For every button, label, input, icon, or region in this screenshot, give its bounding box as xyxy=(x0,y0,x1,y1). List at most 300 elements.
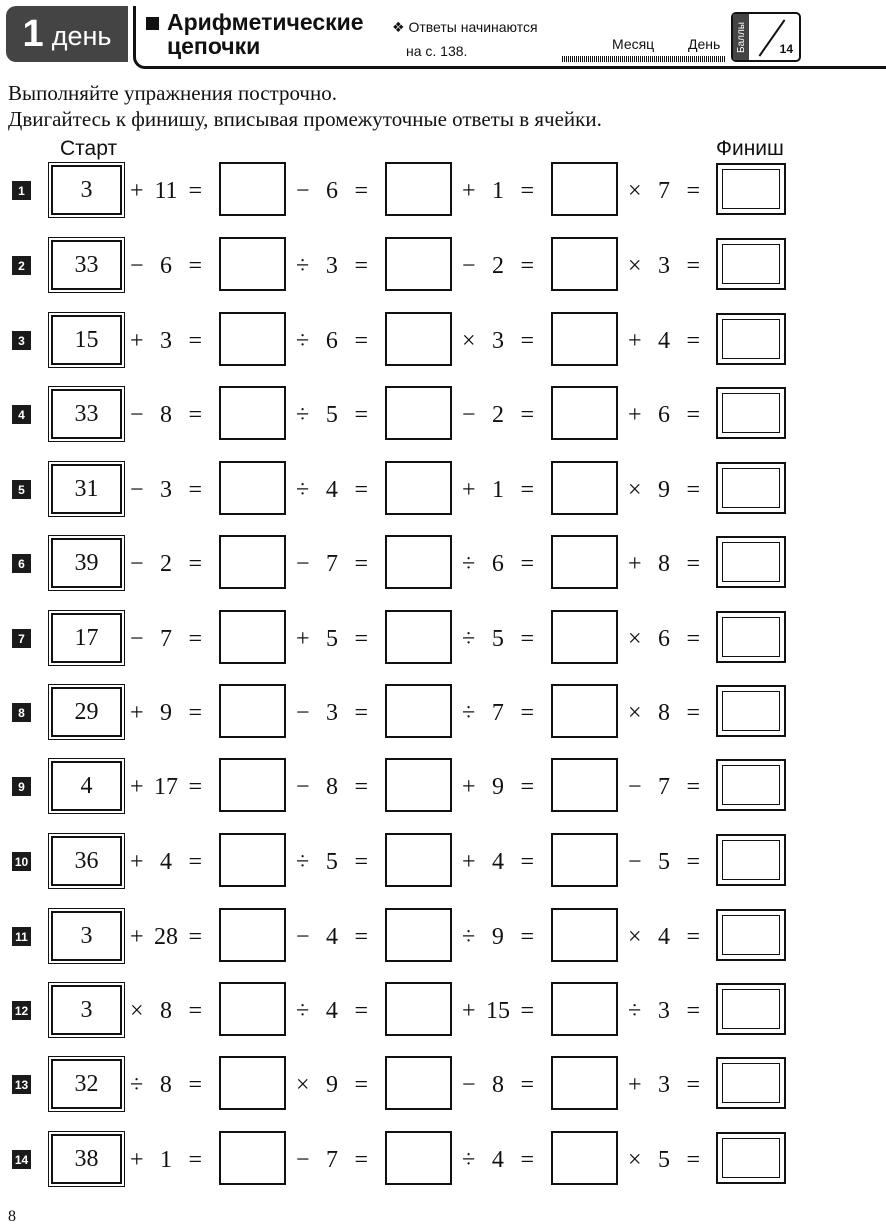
operation xyxy=(124,842,208,882)
equals-sign: = xyxy=(686,923,700,950)
answer-box[interactable] xyxy=(551,982,618,1036)
operator-symbol: − xyxy=(462,1071,476,1098)
exercise-row xyxy=(0,833,886,889)
finish-answer-box[interactable] xyxy=(716,462,786,514)
operator-symbol: × xyxy=(628,923,642,950)
operator-symbol: + xyxy=(462,476,476,503)
finish-answer-box[interactable] xyxy=(716,909,786,961)
answer-box[interactable] xyxy=(385,1056,452,1110)
operator-symbol: ÷ xyxy=(462,699,476,726)
operand: 6 xyxy=(658,401,670,428)
operand: 3 xyxy=(492,327,504,354)
operand: 8 xyxy=(492,1071,504,1098)
operand: 8 xyxy=(326,773,338,800)
answers-note-line-1: ❖ Ответы начинаются xyxy=(392,19,538,35)
operation xyxy=(456,991,540,1031)
equals-sign: = xyxy=(686,848,700,875)
answer-box[interactable] xyxy=(551,1131,618,1185)
finish-answer-box[interactable] xyxy=(716,611,786,663)
operation xyxy=(290,767,374,807)
answer-box[interactable] xyxy=(385,237,452,291)
row-number: 9 xyxy=(12,777,31,796)
finish-answer-box[interactable] xyxy=(716,834,786,886)
exercise-row xyxy=(0,758,886,814)
finish-answer-box[interactable] xyxy=(716,238,786,290)
answer-box[interactable] xyxy=(219,610,286,664)
equals-sign: = xyxy=(520,252,534,279)
equals-sign: = xyxy=(520,625,534,652)
finish-answer-box[interactable] xyxy=(716,313,786,365)
row-number: 5 xyxy=(12,480,31,499)
operand: 4 xyxy=(491,1146,504,1173)
operand: 8 xyxy=(159,1071,172,1098)
operation xyxy=(622,1140,706,1180)
equals-sign: = xyxy=(686,997,700,1024)
equals-sign: = xyxy=(354,997,368,1024)
month-label: Месяц xyxy=(612,36,655,52)
answer-box[interactable] xyxy=(219,162,286,216)
operand: 3 xyxy=(160,327,172,354)
score-max: 14 xyxy=(779,42,793,56)
answer-box[interactable] xyxy=(551,312,618,366)
operation xyxy=(456,171,540,211)
operand: 3 xyxy=(657,997,670,1024)
day-number: 1 xyxy=(22,12,44,55)
operand: 1 xyxy=(492,476,504,503)
operation xyxy=(290,693,374,733)
start-value-box: 33 xyxy=(51,389,122,439)
row-number: 7 xyxy=(12,629,31,648)
row-number: 3 xyxy=(12,331,31,350)
start-value-box: 33 xyxy=(51,240,122,290)
operation xyxy=(290,470,374,510)
operator-symbol: × xyxy=(628,476,642,503)
operand: 5 xyxy=(658,1146,670,1173)
operand: 3 xyxy=(160,476,172,503)
operand: 5 xyxy=(325,848,338,875)
equals-sign: = xyxy=(686,625,700,652)
operator-symbol: × xyxy=(628,625,642,652)
equals-sign: = xyxy=(188,476,202,503)
operation xyxy=(290,1065,374,1105)
answer-box[interactable] xyxy=(551,833,618,887)
operand: 1 xyxy=(160,1146,172,1173)
operand: 6 xyxy=(491,550,504,577)
equals-sign: = xyxy=(354,625,368,652)
operation xyxy=(124,171,208,211)
answer-box[interactable] xyxy=(219,312,286,366)
day-word: день xyxy=(51,20,112,51)
start-value-box: 3 xyxy=(51,985,122,1035)
operand: 6 xyxy=(326,177,338,204)
operation xyxy=(456,1065,540,1105)
equals-sign: = xyxy=(354,550,368,577)
answer-box[interactable] xyxy=(551,461,618,515)
operation xyxy=(124,991,208,1031)
row-number: 8 xyxy=(12,703,31,722)
finish-answer-box[interactable] xyxy=(716,685,786,737)
operation xyxy=(622,917,706,957)
exercise-row xyxy=(0,237,886,293)
operation xyxy=(290,544,374,584)
equals-sign: = xyxy=(188,699,202,726)
operator-symbol: − xyxy=(130,625,144,652)
operand: 4 xyxy=(325,476,338,503)
equals-sign: = xyxy=(520,476,534,503)
operand: 5 xyxy=(491,625,504,652)
row-number: 6 xyxy=(12,554,31,573)
operator-symbol: + xyxy=(130,773,144,800)
answer-box[interactable] xyxy=(219,1056,286,1110)
equals-sign: = xyxy=(354,327,368,354)
exercise-row xyxy=(0,610,886,666)
equals-sign: = xyxy=(354,401,368,428)
finish-answer-box[interactable] xyxy=(716,387,786,439)
start-value-box: 38 xyxy=(51,1134,122,1184)
operator-symbol: + xyxy=(462,773,476,800)
operation xyxy=(124,767,208,807)
equals-sign: = xyxy=(188,625,202,652)
operation xyxy=(456,842,540,882)
operation xyxy=(456,544,540,584)
operation xyxy=(622,470,706,510)
row-number: 14 xyxy=(12,1150,31,1169)
equals-sign: = xyxy=(520,997,534,1024)
operation xyxy=(622,619,706,659)
exercise-row xyxy=(0,684,886,740)
operand: 9 xyxy=(160,699,172,726)
operand: 7 xyxy=(658,773,670,800)
answer-box[interactable] xyxy=(385,610,452,664)
operation xyxy=(622,395,706,435)
equals-sign: = xyxy=(188,1071,202,1098)
equals-sign: = xyxy=(686,1071,700,1098)
answer-box[interactable] xyxy=(551,908,618,962)
score-tab: Баллы xyxy=(733,14,749,60)
answer-box[interactable] xyxy=(385,833,452,887)
day-badge xyxy=(6,6,128,62)
title-line-2: цепочки xyxy=(167,33,261,59)
operation xyxy=(290,395,374,435)
answers-note xyxy=(392,15,538,63)
operator-symbol: − xyxy=(130,476,144,503)
equals-sign: = xyxy=(188,923,202,950)
operation xyxy=(456,321,540,361)
row-number: 11 xyxy=(12,927,31,946)
operation xyxy=(456,246,540,286)
operator-symbol: ÷ xyxy=(462,923,476,950)
equals-sign: = xyxy=(188,177,202,204)
operation xyxy=(124,321,208,361)
operator-symbol: + xyxy=(130,848,144,875)
operand: 5 xyxy=(658,848,670,875)
operand: 4 xyxy=(658,923,670,950)
equals-sign: = xyxy=(520,327,534,354)
operator-symbol: × xyxy=(296,1071,310,1098)
answer-box[interactable] xyxy=(551,684,618,738)
start-value-box: 32 xyxy=(51,1059,122,1109)
operation xyxy=(290,991,374,1031)
operand: 3 xyxy=(658,252,670,279)
finish-answer-box[interactable] xyxy=(716,163,786,215)
operation xyxy=(622,544,706,584)
answer-box[interactable] xyxy=(385,162,452,216)
answer-box[interactable] xyxy=(219,908,286,962)
operator-symbol: ÷ xyxy=(130,1071,144,1098)
equals-sign: = xyxy=(686,550,700,577)
operator-symbol: + xyxy=(462,848,476,875)
finish-answer-box[interactable] xyxy=(716,1057,786,1109)
equals-sign: = xyxy=(520,848,534,875)
answer-box[interactable] xyxy=(385,312,452,366)
operator-symbol: + xyxy=(130,327,144,354)
operation xyxy=(622,171,706,211)
operand: 15 xyxy=(486,997,510,1024)
answer-box[interactable] xyxy=(219,758,286,812)
title-block xyxy=(146,10,364,58)
answer-box[interactable] xyxy=(219,461,286,515)
answer-box[interactable] xyxy=(385,461,452,515)
equals-sign: = xyxy=(354,773,368,800)
equals-sign: = xyxy=(520,773,534,800)
equals-sign: = xyxy=(354,476,368,503)
operation xyxy=(456,619,540,659)
operand: 7 xyxy=(326,550,338,577)
equals-sign: = xyxy=(520,177,534,204)
equals-sign: = xyxy=(520,923,534,950)
answer-box[interactable] xyxy=(551,386,618,440)
start-value-box: 29 xyxy=(51,687,122,737)
start-value-box: 17 xyxy=(51,613,122,663)
equals-sign: = xyxy=(520,1071,534,1098)
operation xyxy=(124,246,208,286)
row-number: 4 xyxy=(12,405,31,424)
start-value-box: 31 xyxy=(51,464,122,514)
answer-box[interactable] xyxy=(551,610,618,664)
operator-symbol: + xyxy=(130,1146,144,1173)
operand: 4 xyxy=(325,997,338,1024)
start-value-box: 15 xyxy=(51,315,122,365)
operand: 6 xyxy=(160,252,172,279)
operand: 8 xyxy=(160,401,172,428)
operation xyxy=(622,321,706,361)
title-line-1: Арифметические xyxy=(167,9,364,35)
operation xyxy=(622,842,706,882)
operation xyxy=(124,470,208,510)
equals-sign: = xyxy=(188,327,202,354)
date-field[interactable] xyxy=(562,56,726,62)
operator-symbol: × xyxy=(628,252,642,279)
answer-box[interactable] xyxy=(385,684,452,738)
operation xyxy=(124,619,208,659)
operation xyxy=(456,470,540,510)
operator-symbol: × xyxy=(628,699,642,726)
operand: 7 xyxy=(658,177,670,204)
answer-box[interactable] xyxy=(219,833,286,887)
instructions-line-1: Выполняйте упражнения построчно. xyxy=(8,81,337,105)
equals-sign: = xyxy=(188,1146,202,1173)
operand: 9 xyxy=(658,476,670,503)
operator-symbol: ÷ xyxy=(296,848,310,875)
start-value-box: 36 xyxy=(51,836,122,886)
operator-symbol: + xyxy=(628,1071,642,1098)
exercise-row xyxy=(0,1056,886,1112)
operation xyxy=(456,1140,540,1180)
operator-symbol: − xyxy=(296,1146,310,1173)
row-number: 2 xyxy=(12,256,31,275)
row-number: 13 xyxy=(12,1075,31,1094)
operator-symbol: + xyxy=(462,177,476,204)
exercise-row xyxy=(0,982,886,1038)
operator-symbol: + xyxy=(130,699,144,726)
answer-box[interactable] xyxy=(219,684,286,738)
equals-sign: = xyxy=(686,327,700,354)
instructions xyxy=(8,80,602,132)
operand: 17 xyxy=(154,773,178,800)
operand: 1 xyxy=(492,177,504,204)
operation xyxy=(290,842,374,882)
finish-label: Финиш xyxy=(716,137,784,160)
equals-sign: = xyxy=(188,252,202,279)
answer-box[interactable] xyxy=(385,908,452,962)
equals-sign: = xyxy=(188,401,202,428)
operand: 2 xyxy=(492,401,504,428)
operand: 4 xyxy=(326,923,338,950)
operator-symbol: − xyxy=(628,848,642,875)
score-box[interactable] xyxy=(731,12,801,62)
operator-symbol: + xyxy=(628,401,642,428)
answer-box[interactable] xyxy=(551,535,618,589)
operator-symbol: − xyxy=(296,773,310,800)
operator-symbol: × xyxy=(462,327,476,354)
operator-symbol: − xyxy=(296,550,310,577)
equals-sign: = xyxy=(520,1146,534,1173)
equals-sign: = xyxy=(188,997,202,1024)
answer-box[interactable] xyxy=(385,758,452,812)
answer-box[interactable] xyxy=(551,1056,618,1110)
operation xyxy=(290,917,374,957)
day-label: День xyxy=(688,36,721,52)
operator-symbol: ÷ xyxy=(296,252,310,279)
operator-symbol: × xyxy=(130,997,144,1024)
answer-box[interactable] xyxy=(551,758,618,812)
equals-sign: = xyxy=(354,848,368,875)
answer-box[interactable] xyxy=(219,535,286,589)
operand: 2 xyxy=(160,550,172,577)
equals-sign: = xyxy=(686,773,700,800)
operator-symbol: − xyxy=(296,923,310,950)
answer-box[interactable] xyxy=(385,535,452,589)
equals-sign: = xyxy=(354,1146,368,1173)
finish-answer-box[interactable] xyxy=(716,536,786,588)
equals-sign: = xyxy=(188,848,202,875)
answer-box[interactable] xyxy=(219,982,286,1036)
operator-symbol: × xyxy=(628,177,642,204)
operator-symbol: ÷ xyxy=(628,997,642,1024)
operation xyxy=(124,693,208,733)
operator-symbol: + xyxy=(296,625,310,652)
equals-sign: = xyxy=(188,773,202,800)
operation xyxy=(622,693,706,733)
operator-symbol: − xyxy=(296,177,310,204)
operation xyxy=(622,1065,706,1105)
title-square-icon xyxy=(146,17,159,30)
operand: 9 xyxy=(326,1071,338,1098)
finish-answer-box[interactable] xyxy=(716,1132,786,1184)
row-number: 12 xyxy=(12,1001,31,1020)
operator-symbol: + xyxy=(130,923,144,950)
operator-symbol: + xyxy=(628,550,642,577)
answer-box[interactable] xyxy=(385,1131,452,1185)
equals-sign: = xyxy=(520,401,534,428)
start-value-box: 4 xyxy=(51,761,122,811)
operation xyxy=(622,246,706,286)
operator-symbol: − xyxy=(462,401,476,428)
operator-symbol: + xyxy=(628,327,642,354)
operation xyxy=(456,767,540,807)
start-value-box: 3 xyxy=(51,165,122,215)
start-label: Старт xyxy=(60,137,118,160)
answer-box[interactable] xyxy=(219,1131,286,1185)
start-value-box: 39 xyxy=(51,538,122,588)
operator-symbol: − xyxy=(130,550,144,577)
operand: 9 xyxy=(491,923,504,950)
equals-sign: = xyxy=(686,476,700,503)
answer-box[interactable] xyxy=(551,237,618,291)
exercise-row xyxy=(0,162,886,218)
equals-sign: = xyxy=(354,252,368,279)
operation xyxy=(622,991,706,1031)
operation xyxy=(290,246,374,286)
instructions-line-2: Двигайтесь к финишу, вписывая промежуточные ответы в ячейки. xyxy=(8,107,602,131)
operation xyxy=(456,395,540,435)
operator-symbol: − xyxy=(462,252,476,279)
exercise-row xyxy=(0,908,886,964)
equals-sign: = xyxy=(686,1146,700,1173)
operator-symbol: − xyxy=(628,773,642,800)
finish-answer-box[interactable] xyxy=(716,759,786,811)
operand: 3 xyxy=(658,1071,670,1098)
operator-symbol: ÷ xyxy=(462,1146,476,1173)
start-value-box: 3 xyxy=(51,911,122,961)
operation xyxy=(622,767,706,807)
equals-sign: = xyxy=(354,699,368,726)
equals-sign: = xyxy=(354,177,368,204)
answer-box[interactable] xyxy=(219,237,286,291)
operation xyxy=(124,1065,208,1105)
finish-answer-box[interactable] xyxy=(716,983,786,1035)
equals-sign: = xyxy=(686,401,700,428)
equals-sign: = xyxy=(686,699,700,726)
row-number: 10 xyxy=(12,852,31,871)
operation xyxy=(456,917,540,957)
operation xyxy=(124,544,208,584)
operator-symbol: ÷ xyxy=(462,625,476,652)
answer-box[interactable] xyxy=(551,162,618,216)
exercise-row xyxy=(0,386,886,442)
operation xyxy=(290,321,374,361)
operator-symbol: ÷ xyxy=(296,327,310,354)
answer-box[interactable] xyxy=(219,386,286,440)
answer-box[interactable] xyxy=(385,386,452,440)
answer-box[interactable] xyxy=(385,982,452,1036)
operand: 6 xyxy=(658,625,670,652)
operation xyxy=(124,917,208,957)
page-number: 8 xyxy=(8,1208,16,1225)
equals-sign: = xyxy=(354,923,368,950)
equals-sign: = xyxy=(188,550,202,577)
operator-symbol: ÷ xyxy=(296,997,310,1024)
